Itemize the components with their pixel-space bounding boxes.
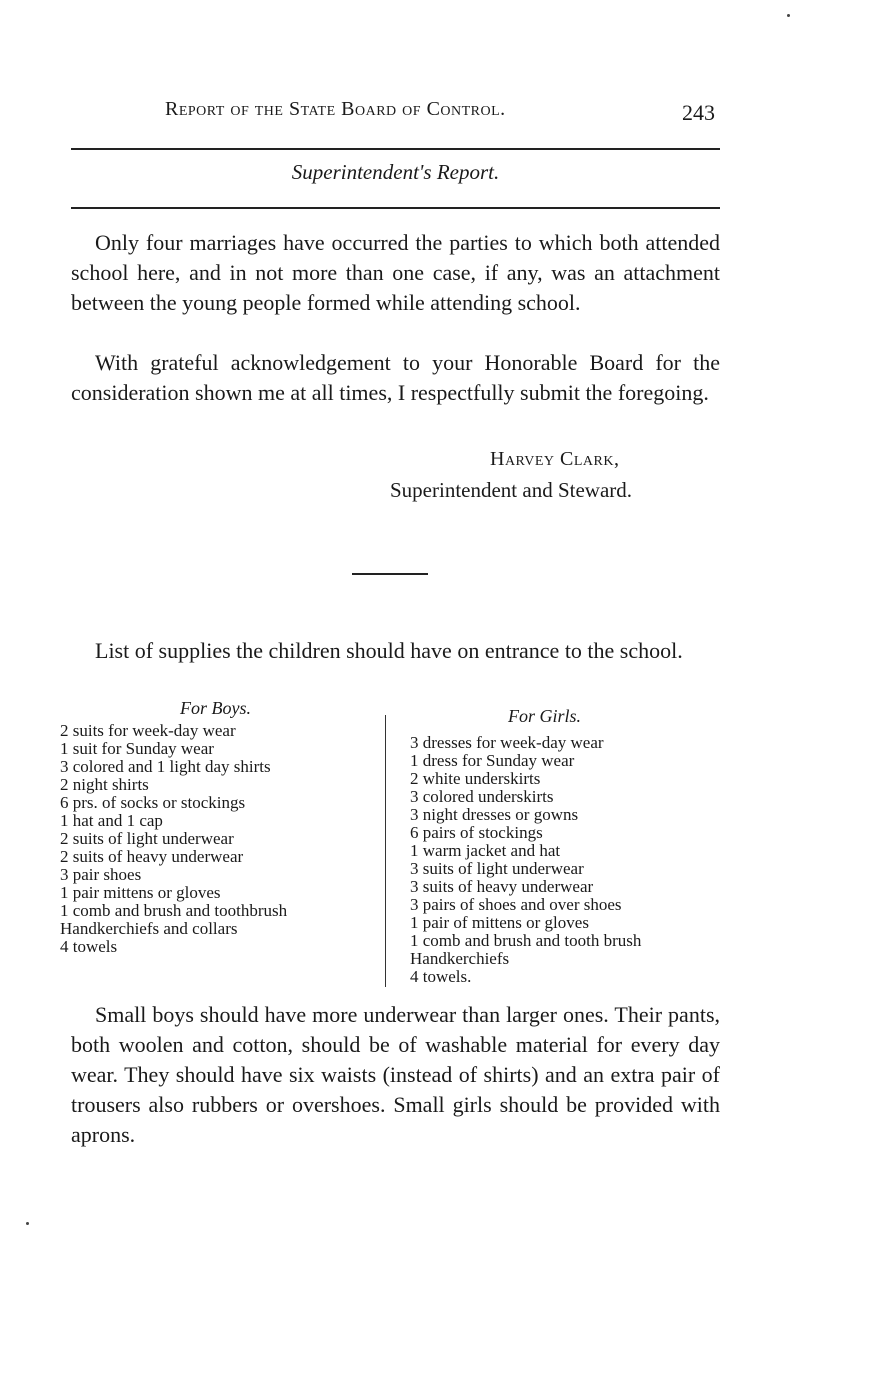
boys-item: 3 pair shoes [60, 865, 142, 884]
boys-item: 4 towels [60, 937, 118, 956]
boys-heading: For Boys. [180, 698, 251, 718]
paragraph-supplies-intro [71, 636, 720, 666]
girls-item: 3 night dresses or gowns [410, 805, 579, 824]
signature-name: Harvey Clark, [490, 448, 620, 470]
girls-item: 3 suits of light underwear [410, 859, 584, 878]
boys-item: 1 hat and 1 cap [60, 811, 163, 830]
boys-item: Handkerchiefs and collars [60, 919, 238, 938]
boys-item: 1 comb and brush and toothbrush [60, 901, 288, 920]
girls-item: Handkerchiefs [410, 949, 510, 968]
boys-item: 2 suits for week-day wear [60, 721, 236, 740]
girls-item: 1 dress for Sunday wear [410, 751, 575, 770]
page-number: 243 [682, 100, 715, 125]
girls-item: 6 pairs of stockings [410, 823, 543, 842]
girls-item: 4 towels. [410, 967, 472, 986]
boys-item: 3 colored and 1 light day shirts [60, 757, 271, 776]
boys-item: 2 suits of heavy underwear [60, 847, 244, 866]
boys-item: 2 night shirts [60, 775, 149, 794]
boys-item: 1 suit for Sunday wear [60, 739, 214, 758]
girls-item: 1 comb and brush and tooth brush [410, 931, 642, 950]
paragraph-marriages [71, 228, 720, 318]
girls-item: 3 dresses for week-day wear [410, 733, 604, 752]
girls-item: 1 pair of mittens or gloves [410, 913, 589, 932]
paragraph-small-children [71, 1000, 720, 1150]
girls-item: 2 white underskirts [410, 769, 541, 788]
signature-title: Superintendent and Steward. [390, 478, 633, 502]
boys-supply-list [60, 722, 287, 956]
girls-item: 3 colored underskirts [410, 787, 554, 806]
print-speck [26, 1222, 29, 1225]
section-subheader: Superintendent's Report. [291, 160, 500, 184]
column-divider [385, 715, 386, 987]
boys-item: 2 suits of light underwear [60, 829, 234, 848]
paragraph-supplies-intro-text: List of supplies the children should have on entrance to the school. [95, 638, 683, 663]
section-divider [352, 573, 428, 575]
girls-item: 1 warm jacket and hat [410, 841, 561, 860]
girls-item: 3 pairs of shoes and over shoes [410, 895, 622, 914]
paragraph-acknowledgement [71, 348, 720, 408]
boys-item: 6 prs. of socks or stockings [60, 793, 246, 812]
print-speck [787, 14, 790, 17]
running-title: Report of the State Board of Control. [165, 98, 506, 120]
header-rule-bottom [71, 207, 720, 209]
girls-item: 3 suits of heavy underwear [410, 877, 594, 896]
header-rule-top [71, 148, 720, 150]
boys-item: 1 pair mittens or gloves [60, 883, 221, 902]
girls-heading: For Girls. [508, 706, 582, 726]
paragraph-small-children-text: Small boys should have more underwear than larger ones. Their pants, both woolen and cotton, should be of washable material for every day wear. They should have six waists (instead of shirts) and an extra pair of trousers also rubbers or overshoes. Small girls should be provided with aprons. [71, 1002, 720, 1147]
girls-supply-list [410, 734, 641, 986]
paragraph-marriages-text: Only four marriages have occurred the parties to which both attended school here, and in not more than one case, if any, was an attachment between the young people formed while attending school. [71, 230, 720, 315]
paragraph-acknowledgement-text: With grateful acknowledgement to your Honorable Board for the consideration shown me at all times, I respectfully submit the foregoing. [71, 350, 720, 405]
